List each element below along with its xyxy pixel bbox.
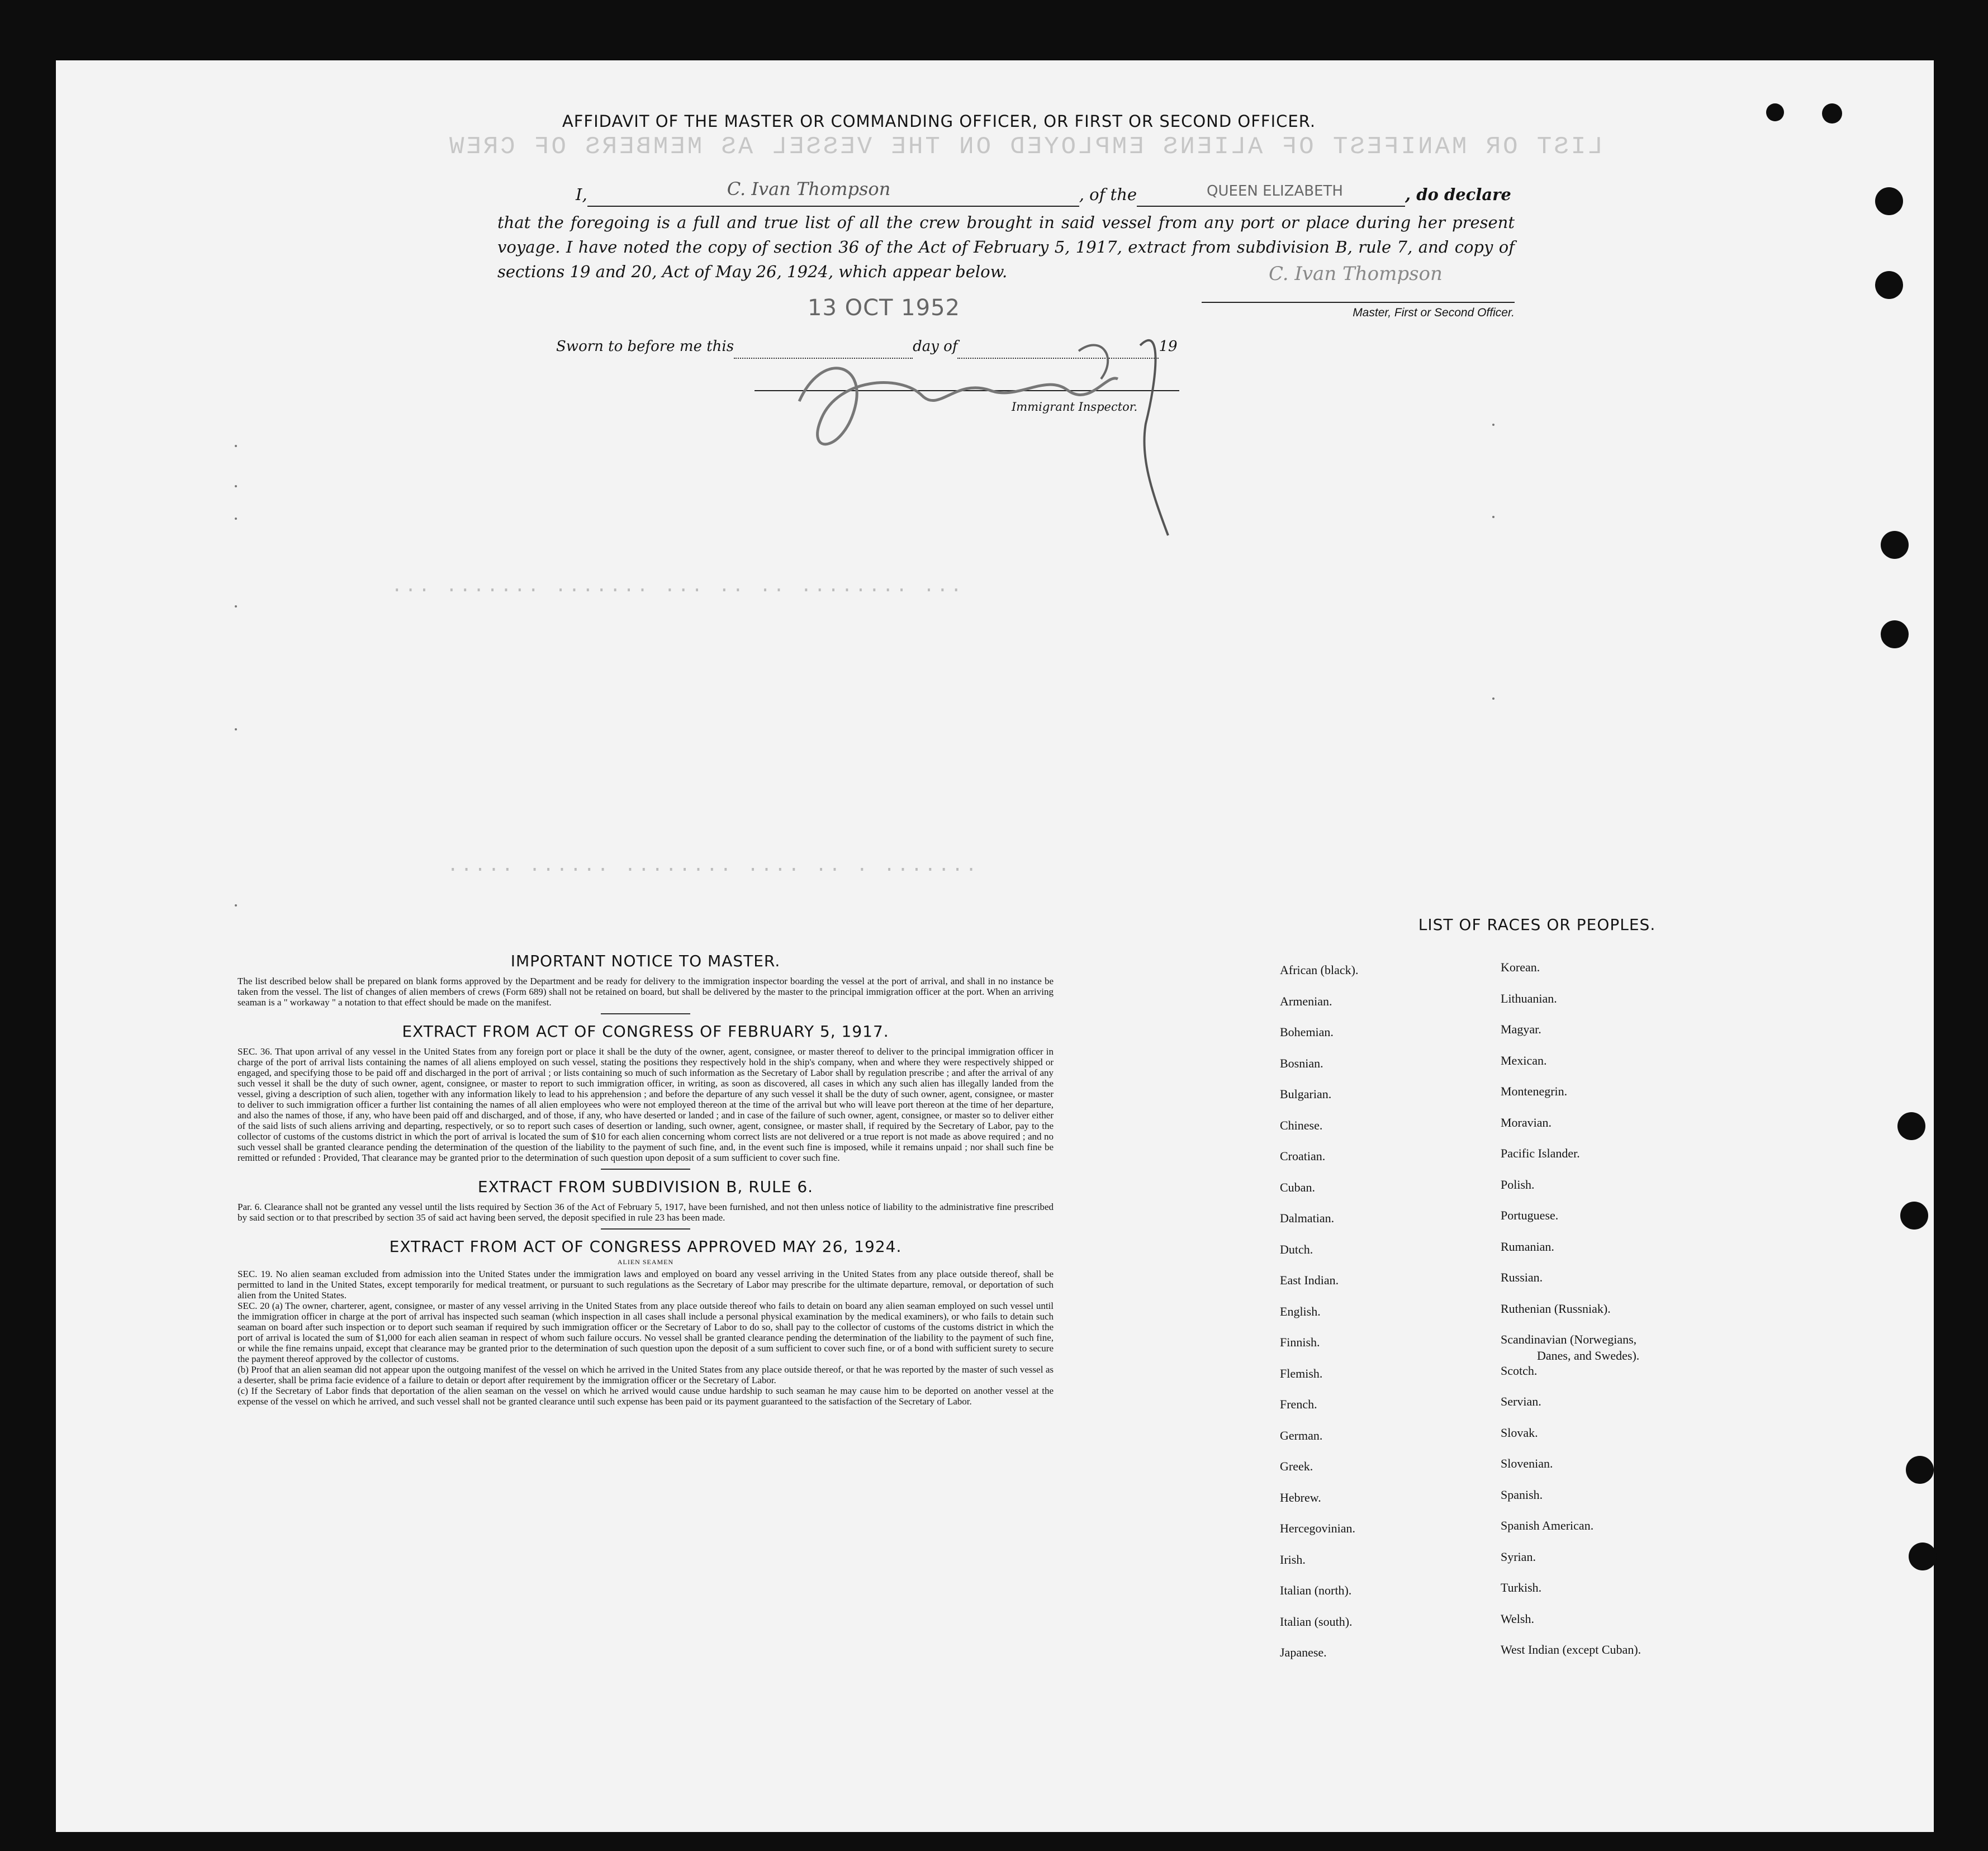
race-item: French. (1280, 1397, 1317, 1411)
guide-dot (235, 605, 237, 607)
punch-hole (1881, 531, 1909, 559)
race-item: Korean. (1501, 960, 1540, 974)
declaration-line (576, 178, 1526, 207)
punch-hole (1881, 620, 1909, 648)
date-stamp: 13 OCT 1952 (808, 295, 960, 321)
declaration-do-declare: , do declare (1405, 185, 1511, 204)
section-divider (601, 1013, 690, 1014)
extract-1917-title: EXTRACT FROM ACT OF CONGRESS OF FEBRUARY 5, 1917. (402, 1022, 889, 1041)
race-item: Bosnian. (1280, 1056, 1323, 1070)
sworn-year-prefix: 19 (1159, 338, 1178, 355)
race-item: East Indian. (1280, 1273, 1339, 1287)
manifest-page (56, 60, 1934, 1832)
guide-dot (1492, 516, 1494, 518)
vessel-name-stamp: QUEEN ELIZABETH (1207, 183, 1343, 200)
race-item: Scotch. (1501, 1363, 1538, 1378)
race-item: Polish. (1501, 1177, 1535, 1192)
race-item: Dutch. (1280, 1242, 1313, 1256)
race-item: Syrian. (1501, 1549, 1536, 1564)
race-item: German. (1280, 1428, 1323, 1442)
race-item: Slovenian. (1501, 1456, 1553, 1470)
race-item: Servian. (1501, 1394, 1541, 1408)
guide-dot (235, 728, 237, 730)
extract-1924-title: EXTRACT FROM ACT OF CONGRESS APPROVED MAY 26, 1924. (389, 1237, 902, 1256)
officer-label: Master, First or Second Officer. (1353, 306, 1515, 319)
races-title: LIST OF RACES OR PEOPLES. (1418, 915, 1656, 934)
bleed-through-text: ··· ······· ······· ··· ·· ·· ········ ··· (391, 580, 964, 601)
guide-dot (235, 485, 237, 487)
race-item: Portuguese. (1501, 1208, 1559, 1222)
race-item: Mexican. (1501, 1053, 1547, 1067)
race-item: Japanese. (1280, 1645, 1327, 1659)
races-left-column (1280, 963, 1481, 1677)
legal-section (238, 952, 1054, 1407)
races-right-column (1501, 960, 1791, 1674)
sec-20b-text: (b) Proof that an alien seaman did not appear upon the outgoing manifest of the vessel on which he arrived in the United States from any place outside thereof, or that he was reported by the master of such vessel as a deserter, shall be prima facie evidence of a failure to detain or deport after requirement by the immigration officer or the Secretary of Labor. (238, 1364, 1054, 1385)
race-item: Spanish American. (1501, 1518, 1594, 1532)
inspector-signature-mark (755, 312, 1179, 547)
race-item: Chinese. (1280, 1118, 1323, 1132)
declaration-i: I, (576, 185, 587, 204)
punch-hole (1875, 271, 1903, 299)
extract-1924-text (238, 1269, 1054, 1407)
race-item: Bohemian. (1280, 1025, 1334, 1039)
inspector-signature-line (755, 357, 1179, 391)
race-item: African (black). (1280, 963, 1359, 977)
officer-signature-mark: C. Ivan Thompson (1269, 263, 1443, 285)
race-item: West Indian (except Cuban). (1501, 1643, 1641, 1657)
punch-hole (1766, 103, 1784, 121)
bleed-through-text: LIST OR MANIFEST OF ALIENS EMPLOYED ON THE VESSEL AS MEMBERS OF CREW (447, 133, 1603, 161)
guide-dot (235, 445, 237, 447)
guide-dot (235, 904, 237, 906)
punch-hole (1897, 1112, 1925, 1140)
master-signature-mark: C. Ivan Thompson (727, 178, 891, 200)
punch-hole (1822, 103, 1842, 124)
race-item: Italian (north). (1280, 1583, 1352, 1597)
officer-signature-line (1202, 263, 1515, 303)
race-item: Italian (south). (1280, 1614, 1353, 1629)
guide-dot (1492, 697, 1494, 700)
race-item: Spanish. (1501, 1487, 1543, 1502)
guide-dot (1492, 424, 1494, 426)
section-divider (601, 1169, 690, 1170)
affidavit-title: AFFIDAVIT OF THE MASTER OR COMMANDING OFFICER, OR FIRST OR SECOND OFFICER. (562, 112, 1316, 131)
sworn-prefix: Sworn to before me this (556, 338, 734, 355)
punch-hole (1906, 1456, 1934, 1484)
race-item: Bulgarian. (1280, 1087, 1332, 1101)
guide-dot (235, 518, 237, 520)
race-item: Montenegrin. (1501, 1084, 1568, 1098)
race-item: English. (1280, 1304, 1321, 1318)
race-item: Hebrew. (1280, 1490, 1321, 1504)
race-item: Rumanian. (1501, 1239, 1554, 1254)
race-item: Cuban. (1280, 1180, 1315, 1194)
declaration-body: that the foregoing is a full and true list of all the crew brought in said vessel from any port or place during her present voyage. I have noted the copy of section 36 of the Act of February 5, 1917, extract from subdivision B, rule 7, and copy of sections 19 and 20, Act of May 26, 1924, which appear below. (497, 213, 1515, 281)
vessel-name-field (1137, 183, 1405, 207)
race-item: Hercegovinian. (1280, 1521, 1355, 1535)
race-item: Greek. (1280, 1459, 1313, 1473)
master-name-field (587, 178, 1079, 207)
race-item: Ruthenian (Russniak). (1501, 1301, 1611, 1316)
race-item: Moravian. (1501, 1115, 1552, 1129)
race-item: Lithuanian. (1501, 991, 1557, 1005)
race-item: Welsh. (1501, 1611, 1534, 1626)
subdivision-title: EXTRACT FROM SUBDIVISION B, RULE 6. (477, 1178, 814, 1196)
punch-hole (1900, 1202, 1928, 1230)
inspector-label: Immigrant Inspector. (1012, 400, 1138, 414)
bleed-through-text: ····· ······ ········ ···· ·· · ······· (447, 860, 979, 881)
notice-text: The list described below shall be prepared on blank forms approved by the Department and be ready for delivery to the immigration inspector boarding the vessel at the port of arrival, and shall in no instance be taken from the vessel. The list of changes of alien members of crews (Form 689) shall not be retained on board, but shall be delivered by the master to the principal immigration officer at the port. When an arriving seaman is a " workaway " a notation to that effect should be made on the manifest. (238, 976, 1054, 1008)
sworn-day-of: day of (913, 338, 958, 355)
alien-seamen-subtitle: ALIEN SEAMEN (617, 1258, 674, 1266)
race-item: Magyar. (1501, 1022, 1541, 1036)
declaration-of-the: , of the (1079, 185, 1137, 204)
race-item: Scandinavian (Norwegians, (1501, 1332, 1637, 1346)
sec-20a-text: SEC. 20 (a) The owner, charterer, agent, consignee, or master of any vessel arriving in the United States from any place outside thereof who fails to detain on board any alien seaman employed on such vessel until the immigration officer in charge at the port of arrival has inspected such seaman (which inspection in all cases shall include a personal physical examination by the medical examiners), or who fails to detain such seaman on board after such inspection or to deport such seaman if required by such immigration officer or the Secretary of Labor to do so, shall pay to the collector of customs of the customs district in which the port of arrival is located the sum of $1,000 for each alien seaman in respect of whom such failure occurs. No vessel shall be granted clearance pending the determination of the liability to the payment of such fine, or while the fine remains unpaid, except that clearance may be granted prior to the determination of such question upon the deposit of a sum sufficient to cover such fine, or of a bond with sufficient surety to secure the payment thereof approved by the collector of customs. (238, 1301, 1054, 1364)
races-continuation: Danes, and Swedes). (1537, 1349, 1640, 1363)
race-item: Croatian. (1280, 1149, 1326, 1163)
race-item: Finnish. (1280, 1335, 1320, 1349)
race-item: Turkish. (1501, 1581, 1542, 1594)
punch-hole (1909, 1542, 1937, 1570)
race-item: Russian. (1501, 1270, 1543, 1284)
punch-hole (1875, 187, 1903, 215)
race-item: Pacific Islander. (1501, 1146, 1580, 1160)
subdivision-text: Par. 6. Clearance shall not be granted any vessel until the lists required by Section 36 of the Act of February 5, 1917, have been furnished, and not then unless notice of liability to the administrative fine prescribed by said section or to that prescribed by section 35 of said act having been served, the deposit specified in rule 23 has been made. (238, 1202, 1054, 1223)
race-item: Armenian. (1280, 994, 1332, 1008)
notice-title: IMPORTANT NOTICE TO MASTER. (510, 952, 781, 970)
race-item: Slovak. (1501, 1425, 1538, 1440)
sec-19-text: SEC. 19. No alien seaman excluded from admission into the United States under the immigration laws and employed on board any vessel arriving in the United States from any place outside thereof, shall be permitted to land in the United States, except temporarily for medical treatment, or pursuant to such regulations as the Secretary of Labor may prescribe for the ultimate departure, removal, or deportation of such alien from the United States. (238, 1269, 1054, 1301)
race-item: Flemish. (1280, 1366, 1323, 1380)
race-item: Dalmatian. (1280, 1211, 1335, 1225)
race-item: Irish. (1280, 1552, 1306, 1567)
section-divider (601, 1228, 690, 1230)
extract-1917-text: SEC. 36. That upon arrival of any vessel in the United States from any foreign port or place it shall be the duty of the owner, agent, consignee, or master thereof to deliver to the principal immigration officer in charge of the port of arrival lists containing the names of all aliens employed on such vessel, stating the positions they respectively hold in the ship's company, when and where they were respectively shipped or engaged, and specifying those to be paid off and discharged in the port of arrival ; or lists containing so much of such information as the Secretary of Labor shall by regulation prescribe ; and after the arrival of any such vessel it shall be the duty of such owner, agent, consignee, or master to report to such immigration officer, in writing, as soon as discovered, all cases in which any such alien has illegally landed from the vessel, giving a description of such alien, together with any information likely to lead to his apprehension ; and before the departure of any such vessel it shall be the duty of such owner, agent, consignee, or master to deliver to such immigration officer a further list containing the names of all alien employees who were not employed thereon at the time of the arrival but who will leave port thereon at the time of her departure, and also the names of those, if any, who have been paid off and discharged, and of those, if any, who have deserted or landed ; and in case of the failure of such owner, agent, consignee, or master so to deliver either of the said lists of such aliens arriving and departing, respectively, or so to report such cases of desertion or landing, such owner, agent, consignee, or master shall, if required by the Secretary of Labor, pay to the collector of customs of the customs district in which the port of arrival is located the sum of $10 for each alien concerning whom correct lists are not delivered or a true report is not made as above required ; and no such vessel shall be granted clearance pending the determination of the question of the liability to the payment of such fine, and, in the event such fine is imposed, while it remains unpaid ; nor shall such fine be remitted or refunded : Provided, That clearance may be granted prior to the determination of such question upon deposit of a sum sufficient to cover such fine. (238, 1046, 1054, 1163)
sec-20c-text: (c) If the Secretary of Labor finds that deportation of the alien seaman on the vessel on which he arrived would cause undue hardship to such seaman he may cause him to be deported on another vessel at the expense of the vessel on which he arrived, and such vessel shall not be granted clearance until such expense has been paid or its payment guaranteed to the satisfaction of the Secretary of Labor. (238, 1385, 1054, 1407)
